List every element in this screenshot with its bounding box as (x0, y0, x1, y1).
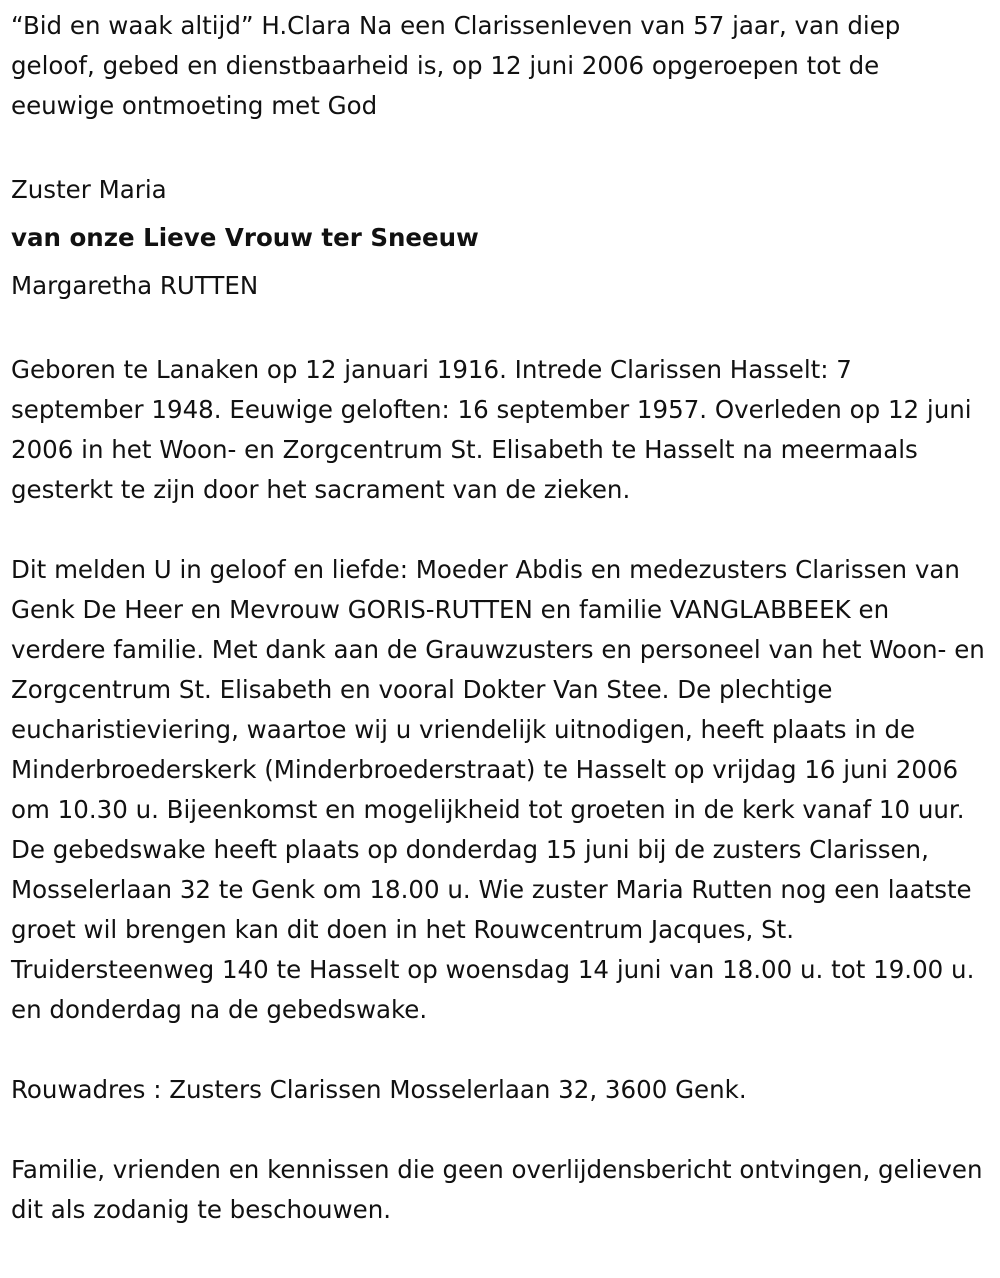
spacer (11, 510, 988, 550)
closing-paragraph: Familie, vrienden en kennissen die geen overlijdensbericht ontvingen, gelieven dit als zodanig te beschouwen. (11, 1155, 983, 1224)
spacer (11, 126, 988, 166)
spacer (11, 1110, 988, 1150)
biography-paragraph: Geboren te Lanaken op 12 januari 1916. Intrede Clarissen Hasselt: 7 september 1948. Eeuwige geloften: 16 september 1957. Overleden op 12 juni 2006 in het Woon- en Zorgcentrum St. Elisabeth te Hasselt na meermaals gesterkt te zijn door het sacrament van de zieken. (11, 355, 972, 504)
religious-name: van onze Lieve Vrouw ter Sneeuw (11, 223, 479, 252)
spacer (11, 1030, 988, 1070)
name-title: Zuster Maria (11, 175, 167, 204)
announcement-paragraph: Dit melden U in geloof en liefde: Moeder Abdis en medezusters Clarissen van Genk De Heer en Mevrouw GORIS-RUTTEN en familie VANGLABBEEK en verdere familie. Met dank aan de Grauwzusters en personeel van het Woon- en Zorgcentrum St. Elisabeth en vooral Dokter Van Stee. De plechtige eucharistieviering, waartoe wij u vriendelijk uitnodigen, heeft plaats in de Minderbroederskerk (Minderbroederstraat) te Hasselt op vrijdag 16 juni 2006 om 10.30 u. Bijeenkomst en mogelijkheid tot groeten in de kerk vanaf 10 uur. De gebedswake heeft plaats op donderdag 15 juni bij de zusters Clarissen, Mosselerlaan 32 te Genk om 18.00 u. Wie zuster Maria Rutten nog een laatste groet wil brengen kan dit doen in het Rouwcentrum Jacques, St. Truidersteenweg 140 te Hasselt op woensdag 14 juni van 18.00 u. tot 19.00 u. en donderdag na de gebedswake. (11, 555, 985, 1024)
spacer (11, 310, 988, 350)
intro-paragraph: “Bid en waak altijd” H.Clara Na een Clarissenleven van 57 jaar, van diep geloof, gebed en dienstbaarheid is, op 12 juni 2006 opgeroepen tot de eeuwige ontmoeting met God (11, 11, 901, 120)
address-line: Rouwadres : Zusters Clarissen Mosselerlaan 32, 3600 Genk. (11, 1075, 747, 1104)
civil-name: Margaretha RUTTEN (11, 271, 259, 300)
